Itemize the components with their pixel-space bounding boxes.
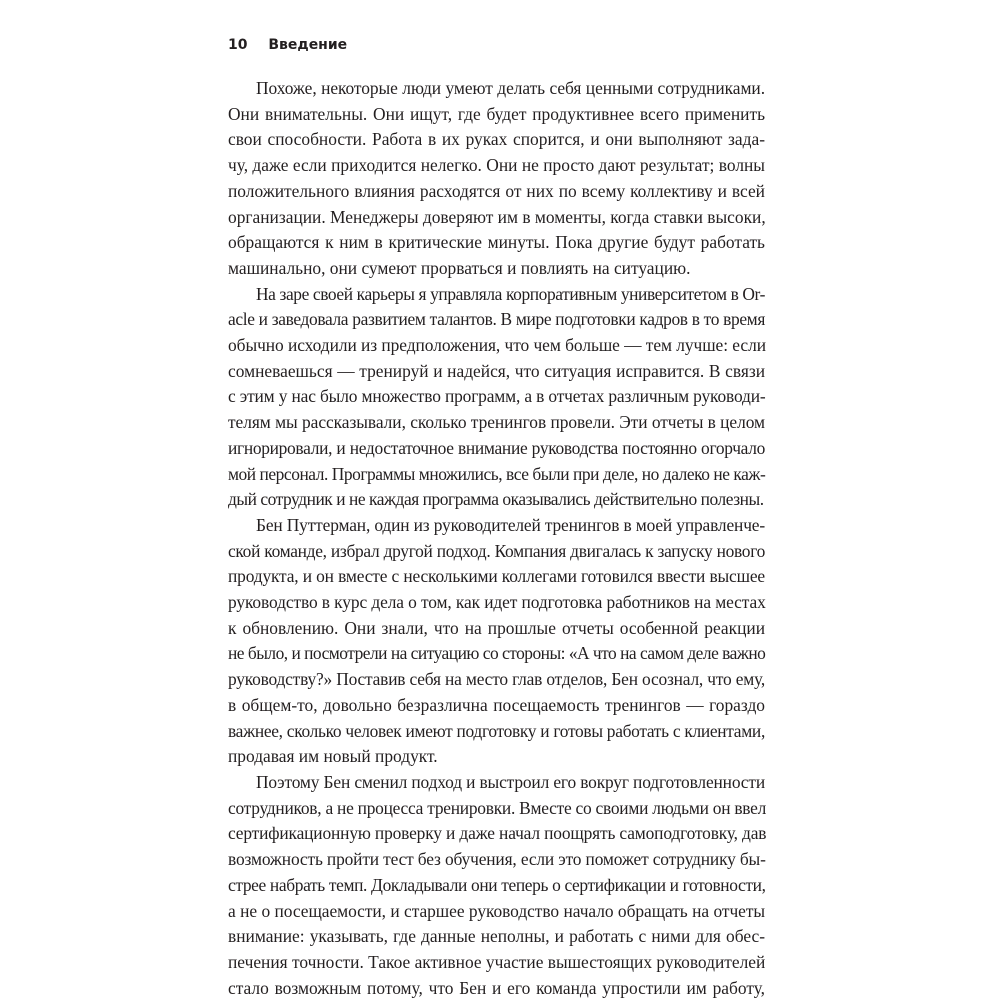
text-line: обращаются к ним в критические минуты. Пока другие будут работать [228, 232, 765, 253]
text-line: продавая им новый продукт. [228, 746, 438, 767]
body-text [228, 76, 765, 1001]
chapter-title: Введение [268, 37, 348, 53]
text-line: дый сотрудник и не каждая программа оказывались действительно полезны. [228, 489, 764, 510]
text-line: игнорировали, и недостаточное внимание руководства постоянно огорчало [228, 437, 765, 458]
text-line: чу, даже если приходится нелегко. Они не просто дают результат; волны [228, 155, 765, 176]
paragraph-2 [228, 282, 765, 513]
text-line: а не о посещаемости, и старшее руководство начало обращать на отчеты [228, 900, 765, 921]
text-line: возможность пройти тест без обучения, если это поможет сотруднику бы- [228, 849, 766, 870]
running-header [228, 37, 347, 53]
text-line: На заре своей карьеры я управляла корпоративным университетом в Or- [256, 283, 765, 304]
text-line: Поэтому Бен сменил подход и выстроил его вокруг подготовленности [256, 771, 765, 792]
text-line: руководству?» Поставив себя на место глав отделов, Бен осознал, что ему, [228, 669, 765, 690]
text-line: в общем-то, довольно безразлична посещаемость тренингов — гораздо [228, 694, 765, 715]
paragraph-1 [228, 76, 765, 282]
text-line: не было, и посмотрели на ситуацию со стороны: «А что на самом деле важно [228, 643, 766, 664]
text-line: сотрудников, а не процесса тренировки. Вместе со своими людьми он ввел [228, 797, 767, 818]
text-line: ской команде, избрал другой подход. Компания двигалась к запуску нового [228, 540, 765, 561]
paragraph-4 [228, 770, 765, 1001]
text-line: с этим у нас было множество программ, а в отчетах различным руководи- [228, 386, 766, 407]
text-line: внимание: указывать, где данные неполны, и работать с ними для обес- [228, 926, 765, 947]
text-line: продукта, и он вместе с несколькими коллегами готовился ввести высшее [228, 566, 765, 587]
text-line: свои способности. Работа в их руках спорится, и они выполняют зада- [228, 129, 765, 150]
page-number: 10 [228, 37, 248, 53]
text-line: сертификационную проверку и даже начал поощрять самоподготовку, дав [228, 823, 767, 844]
text-line: сомневаешься — тренируй и надейся, что ситуация исправится. В связи [228, 360, 765, 381]
text-line: руководство в курс дела о том, как идет подготовка работников на местах [228, 592, 766, 613]
text-line: Они внимательны. Они ищут, где будет продуктивнее всего применить [228, 103, 765, 124]
text-line: печения точности. Такое активное участие вышестоящих руководителей [228, 951, 766, 972]
text-line: важнее, сколько человек имеют подготовку и готовы работать с клиентами, [228, 720, 765, 741]
text-line: стало возможным потому, что Бен и его команда упростили им работу, [228, 977, 765, 998]
text-line: организации. Менеджеры доверяют им в моменты, когда ставки высоки, [228, 206, 766, 227]
text-line: мой персонал. Программы множились, все были при деле, но далеко не каж- [228, 463, 766, 484]
text-line: телям мы рассказывали, сколько тренингов провели. Эти отчеты в целом [228, 412, 765, 433]
text-line: Похоже, некоторые люди умеют делать себя ценными сотрудниками. [256, 78, 765, 98]
text-line: Бен Путтерман, один из руководителей тренингов в моей управленче- [256, 514, 765, 535]
paragraph-3 [228, 513, 765, 770]
text-line: acle и заведовала развитием талантов. В мире подготовки кадров в то время [228, 309, 765, 330]
text-line: машинально, они сумеют прорваться и повлиять на ситуацию. [228, 257, 691, 278]
text-line: стрее набрать темп. Докладывали они теперь о сертификации и готовности, [228, 874, 766, 895]
text-line: положительного влияния расходятся от них по всему коллективу и всей [228, 180, 765, 201]
text-line: к обновлению. Они знали, что на прошлые отчеты особенной реакции [228, 617, 765, 638]
text-line: обычно исходили из предположения, что чем больше — тем лучше: если [228, 335, 766, 356]
